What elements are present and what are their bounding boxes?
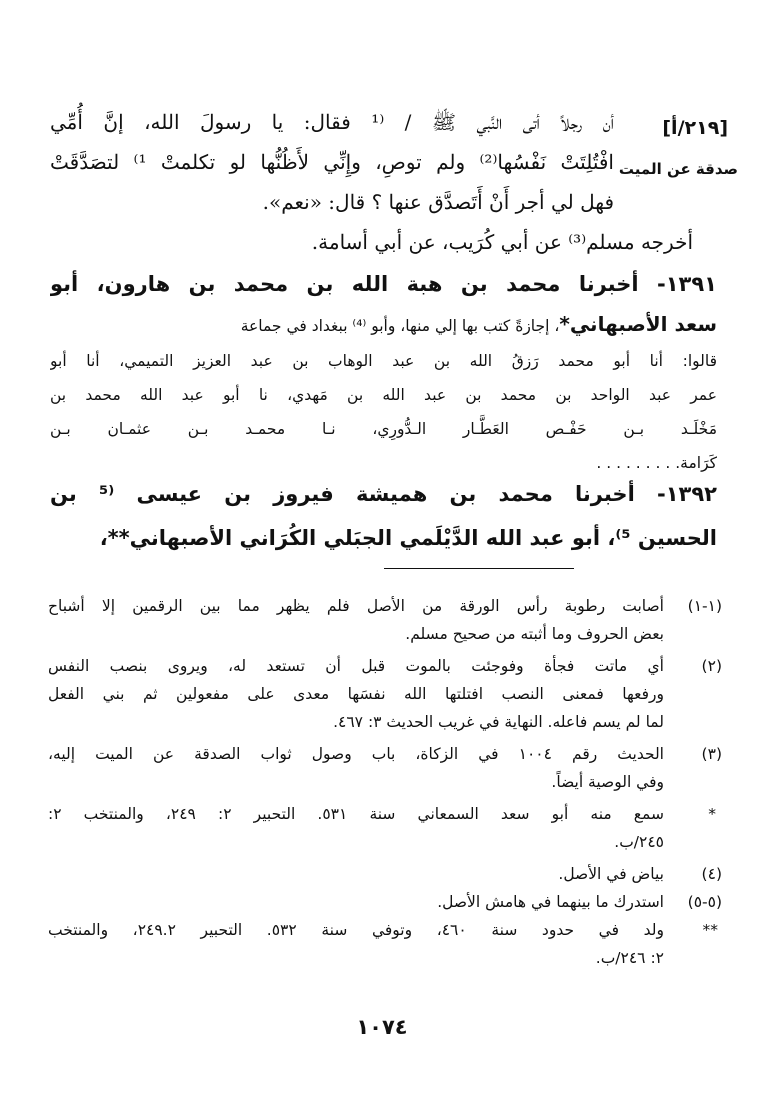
entry-header-tail: ، إجازةً كتب بها إلي منها، وأبو ⁽⁴⁾ ببغداد في جماعة	[240, 317, 560, 335]
footnote-number: (٤)	[701, 865, 722, 883]
footnote-line: الحديث رقم ١٠٠٤ في الزكاة، باب وصول ثواب الصدقة عن الميت إليه،	[48, 745, 664, 763]
footnote-line: لما لم يسم فاعله. النهاية في غريب الحديث ٣: ٤٦٧.	[333, 713, 664, 731]
footnote	[48, 916, 722, 972]
footnote-number: (٥-٥)	[687, 893, 722, 911]
footnote-number: *	[708, 805, 716, 823]
footnote	[48, 652, 722, 736]
footnote	[48, 888, 722, 916]
entry-1391	[50, 262, 717, 480]
takhrij-block	[50, 222, 717, 262]
footnote-number: **	[702, 921, 718, 939]
footnote-number: (٣)	[701, 745, 722, 763]
footnote-line: استدرك ما بينهما في هامش الأصل.	[437, 893, 664, 911]
entry-header-continuation	[50, 306, 717, 344]
footnote-line: سمع منه أبو سعد السمعاني سنة ٥٣١. التحبير ٢: ٢٤٩، والمنتخب ٢:	[48, 805, 664, 823]
footnote-line: ورفعها فمعنى النصب افتلتها الله نفسَها معدى على مفعولين ثم بني الفعل	[48, 685, 664, 703]
hadith-line: فهل لي أجر أَنْ أَتَصدَّق عنها ؟ قال: «نعم».	[262, 190, 614, 214]
footnote	[48, 740, 722, 796]
footnote-line: وفي الوصية أيضاً.	[551, 773, 664, 791]
footnote-line: بعض الحروف وما أثبته من صحيح مسلم.	[405, 625, 664, 643]
isnad-line: مَخْلَـد بـن حَفْـص العَطَّـار الـدُّورِي، نـا محمـد بـن عثمـان بـن	[50, 420, 717, 438]
entry-1392	[50, 472, 717, 560]
isnad-line: كَرَامة. . . . . . . . .	[596, 454, 717, 472]
isnad-line: قالوا: أنا أبو محمد رَزقُ الله بن عبد الوهاب بن عبد العزيز التميمي، أنا أبو	[50, 352, 717, 370]
footnote-line: ٢٤٥/ب.	[614, 833, 664, 851]
footnotes	[48, 592, 722, 972]
hadith-text	[50, 102, 614, 222]
footnote	[48, 860, 722, 888]
manuscript-folio-ref: [٢١٩/أ]	[662, 117, 728, 139]
footnote-separator	[384, 568, 574, 569]
margin-topic-note: صدقة عن الميت	[618, 160, 738, 178]
footnote	[48, 800, 722, 856]
entry-header-line: ١٣٩١- أخبرنا محمد بن هبة الله بن محمد بن هارون، أبو	[50, 272, 717, 296]
footnote-line: أي ماتت فجأة وفوجئت بالموت قبل أن تستعد له، ويروى بنصب النفس	[48, 657, 664, 675]
footnote-line: بياض في الأصل.	[558, 865, 664, 883]
hadith-line: افْتُلِتَتْ نَفْسُها⁽²⁾ ولم توصِ، وإِنِّي لأَظُنُّها لو تكلمتْ ¹⁾ لتصَدَّقَتْ	[50, 150, 614, 174]
page-number: ١٠٧٤	[356, 1015, 408, 1039]
entry-header-line: ١٣٩٢- أخبرنا محمد بن هميشة فيروز بن عيسى ⁽⁵ بن	[50, 482, 717, 506]
narrator-name: سعد الأصبهاني*	[559, 312, 717, 336]
isnad-line: عمر عبد الواحد بن محمد بن عبد الله بن مَهدي، نا أبو عبد الله محمد بن	[50, 386, 717, 404]
footnote	[48, 592, 722, 648]
hadith-line: أن رجلاً أتى النَّبي ﷺ / ⁽¹ فقال: يا رسولَ الله، إنَّ أُمِّي	[50, 110, 614, 134]
takhrij-line: أخرجه مسلم⁽³⁾ عن أبي كُرَيب، عن أبي أسامة.	[311, 230, 693, 254]
footnote-number: (١-١)	[687, 597, 722, 615]
entry-header-line: الحسين ⁵⁾، أبو عبد الله الدَّيْلَمي الجبَلي الكُرَاني الأصبهاني**،	[99, 526, 717, 550]
footnote-line: ولد في حدود سنة ٤٦٠، وتوفي سنة ٥٣٢. التحبير ٢٤٩.٢، والمنتخب	[48, 921, 664, 939]
footnote-line: أصابت رطوبة رأس الورقة من الأصل فلم يظهر مما بين الرقمين إلا أشباح	[48, 597, 664, 615]
footnote-line: ٢: ٢٤٦/ب.	[595, 949, 664, 967]
footnote-number: (٢)	[701, 657, 722, 675]
